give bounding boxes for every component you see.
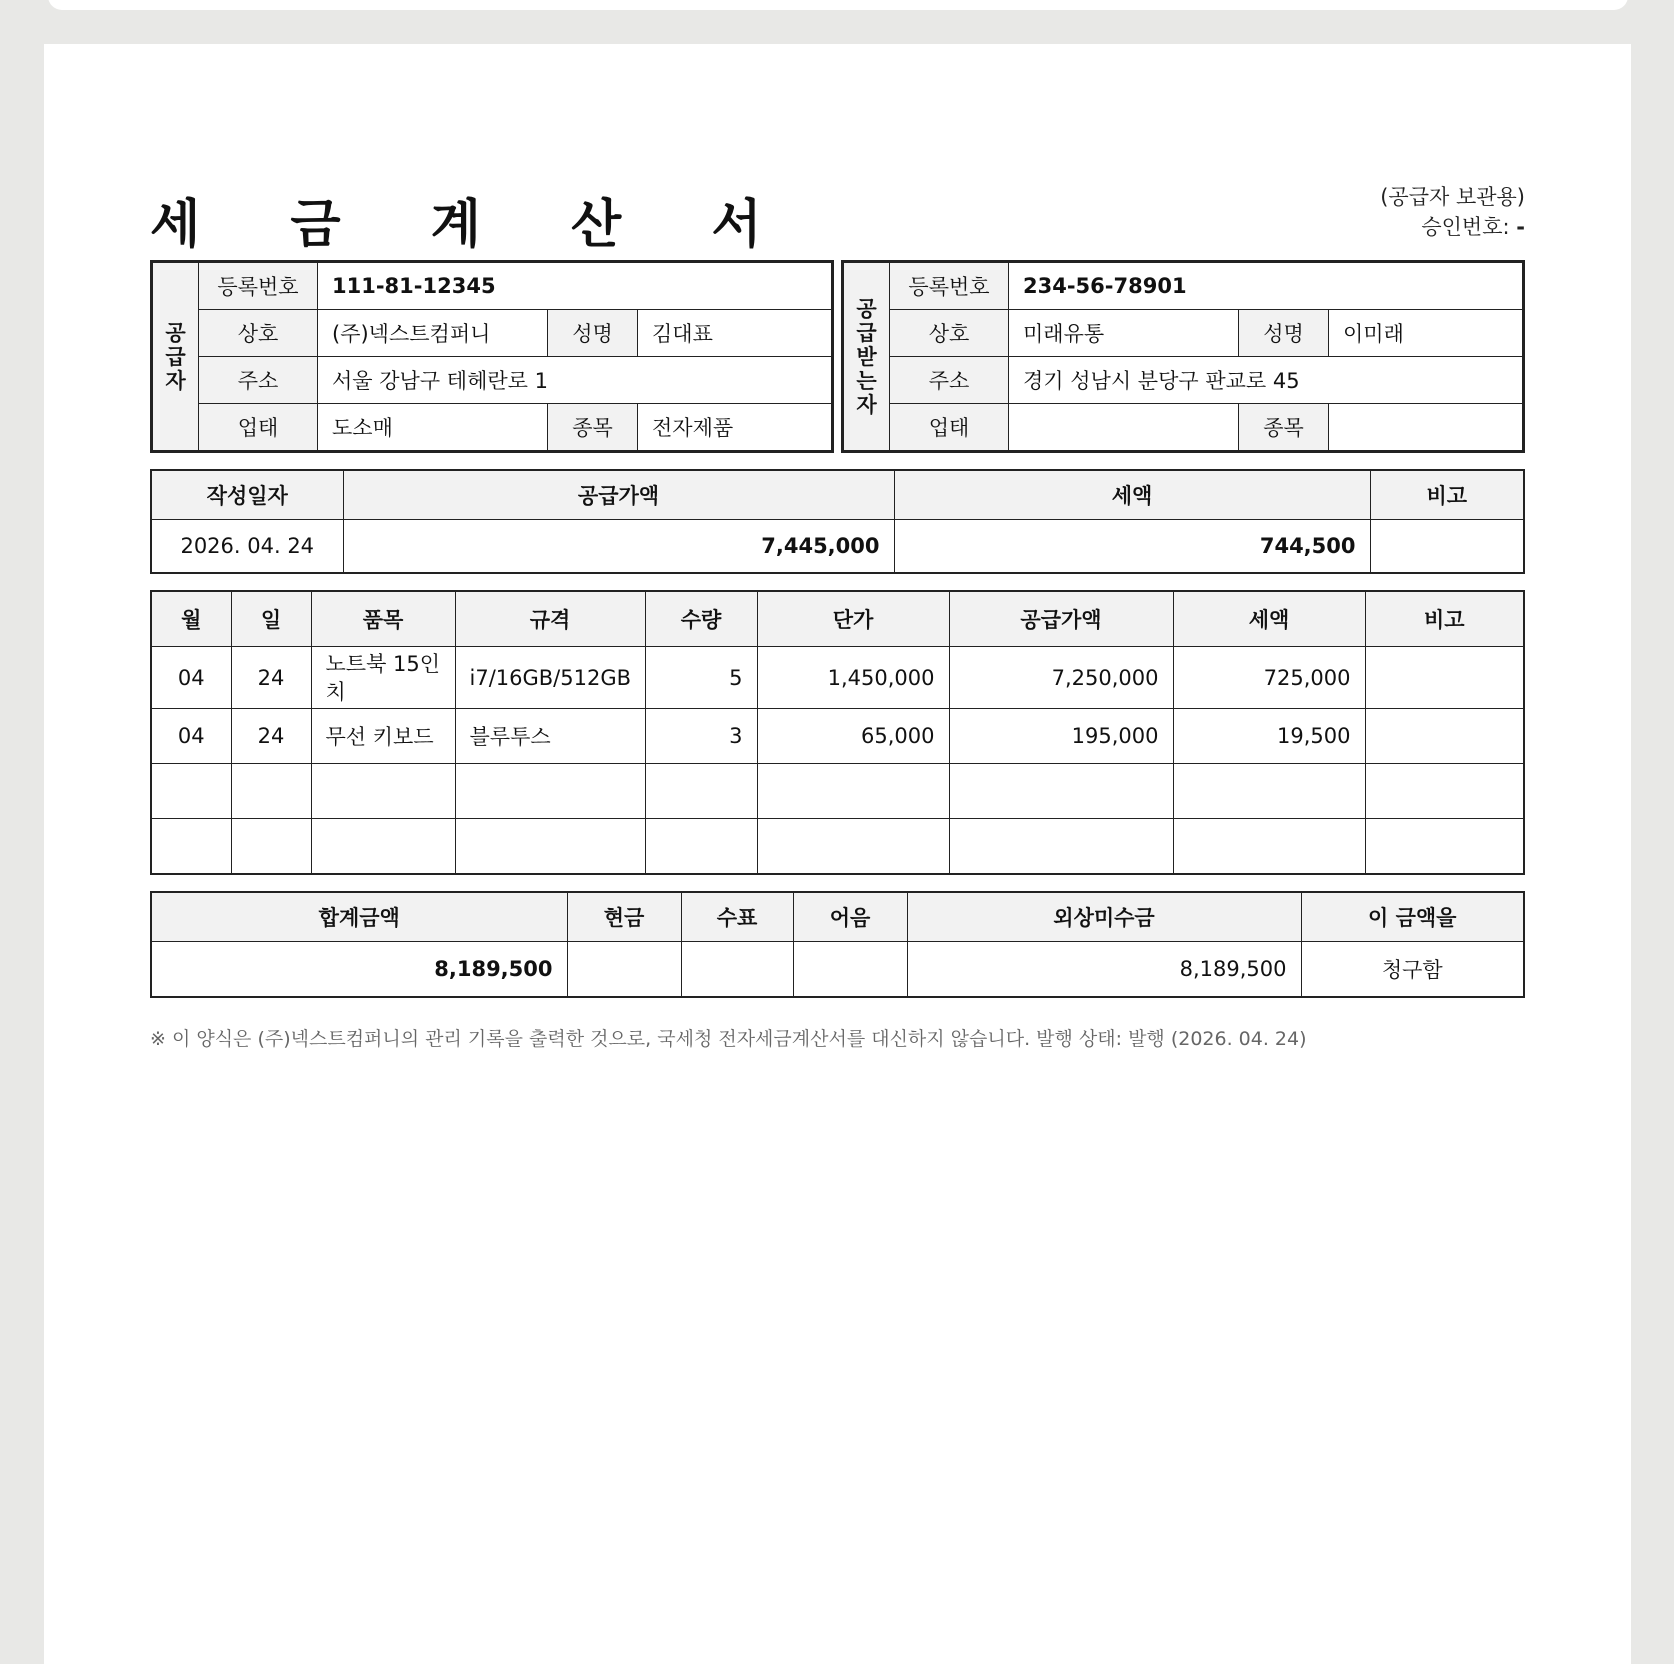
- item-note: [1365, 709, 1524, 764]
- summary-tax: 744,500: [894, 520, 1370, 574]
- item-tax: 19,500: [1173, 709, 1365, 764]
- items-header-note: 비고: [1365, 591, 1524, 647]
- summary-header-tax: 세액: [894, 470, 1370, 520]
- item-month: 04: [151, 709, 231, 764]
- receiver-name: 미래유통: [1009, 310, 1239, 357]
- table-row: [151, 819, 1524, 875]
- document-meta: [1380, 182, 1525, 242]
- receiver-address: 경기 성남시 분당구 판교로 45: [1009, 357, 1523, 404]
- item-unit-price: [757, 764, 949, 819]
- item-tax: [1173, 764, 1365, 819]
- item-spec: 블루투스: [455, 709, 645, 764]
- item-supply: [949, 819, 1173, 875]
- item-spec: [455, 764, 645, 819]
- copy-label: (공급자 보관용): [1380, 185, 1525, 209]
- item-product: 노트북 15인치: [311, 647, 455, 709]
- receiver-side-label: 공 급 받 는 자: [844, 263, 890, 451]
- items-header-supply: 공급가액: [949, 591, 1173, 647]
- approval-number: [1380, 212, 1525, 242]
- supplier-address: 서울 강남구 테헤란로 1: [318, 357, 832, 404]
- supplier-biz-label: 업태: [199, 404, 318, 451]
- summary-header-supply: 공급가액: [343, 470, 894, 520]
- parties-section: [150, 260, 1525, 453]
- item-unit-price: [757, 819, 949, 875]
- summary-supply: 7,445,000: [343, 520, 894, 574]
- items-header-spec: 규격: [455, 591, 645, 647]
- items-table: [150, 590, 1525, 875]
- totals-header-check: 수표: [681, 892, 793, 942]
- items-header-unit-price: 단가: [757, 591, 949, 647]
- receiver-ceo-label: 성명: [1239, 310, 1329, 357]
- item-supply: 195,000: [949, 709, 1173, 764]
- items-header-product: 품목: [311, 591, 455, 647]
- item-tax: 725,000: [1173, 647, 1365, 709]
- summary-header-note: 비고: [1370, 470, 1524, 520]
- item-spec: [455, 819, 645, 875]
- supplier-reg-number: 111-81-12345: [318, 263, 832, 310]
- supplier-addr-label: 주소: [199, 357, 318, 404]
- supplier-name: (주)넥스트컴퍼니: [318, 310, 548, 357]
- item-month: [151, 819, 231, 875]
- item-qty: 5: [645, 647, 757, 709]
- supplier-reg-label: 등록번호: [199, 263, 318, 310]
- totals-header-total: 합계금액: [151, 892, 567, 942]
- approval-label: 승인번호:: [1421, 215, 1510, 239]
- item-product: [311, 819, 455, 875]
- item-day: 24: [231, 709, 311, 764]
- item-note: [1365, 819, 1524, 875]
- items-header-day: 일: [231, 591, 311, 647]
- supplier-biz-type: 도소매: [318, 404, 548, 451]
- item-spec: i7/16GB/512GB: [455, 647, 645, 709]
- supplier-block: [150, 260, 834, 453]
- totals-bill: [793, 942, 907, 998]
- supplier-item-type: 전자제품: [638, 404, 832, 451]
- receiver-item-label: 종목: [1239, 404, 1329, 451]
- table-row: [151, 764, 1524, 819]
- totals-cash: [567, 942, 681, 998]
- supplier-side-label: 공 급 자: [153, 263, 199, 451]
- document-paper: [44, 44, 1631, 1664]
- receiver-addr-label: 주소: [890, 357, 1009, 404]
- totals-header-credit: 외상미수금: [907, 892, 1301, 942]
- summary-date: 2026. 04. 24: [151, 520, 343, 574]
- summary-header-date: 작성일자: [151, 470, 343, 520]
- totals-header-bill: 어음: [793, 892, 907, 942]
- document-header: [150, 140, 1525, 260]
- receiver-reg-label: 등록번호: [890, 263, 1009, 310]
- item-day: [231, 819, 311, 875]
- item-tax: [1173, 819, 1365, 875]
- item-unit-price: 65,000: [757, 709, 949, 764]
- item-product: 무선 키보드: [311, 709, 455, 764]
- item-qty: 3: [645, 709, 757, 764]
- totals-claim: 청구함: [1301, 942, 1524, 998]
- receiver-item-type: [1329, 404, 1523, 451]
- item-product: [311, 764, 455, 819]
- item-supply: 7,250,000: [949, 647, 1173, 709]
- supplier-name-label: 상호: [199, 310, 318, 357]
- receiver-block: [841, 260, 1525, 453]
- item-supply: [949, 764, 1173, 819]
- table-row: [151, 647, 1524, 709]
- items-header-tax: 세액: [1173, 591, 1365, 647]
- totals-check: [681, 942, 793, 998]
- item-month: [151, 764, 231, 819]
- tax-invoice: [150, 140, 1525, 1051]
- item-note: [1365, 647, 1524, 709]
- totals-header-claim: 이 금액을: [1301, 892, 1524, 942]
- document-title: 세 금 계 산 서: [150, 195, 798, 255]
- footnote: ※ 이 양식은 (주)넥스트컴퍼니의 관리 기록을 출력한 것으로, 국세청 전자세금계산서를 대신하지 않습니다. 발행 상태: 발행 (2026. 04. 24): [150, 1028, 1307, 1050]
- item-day: [231, 764, 311, 819]
- supplier-ceo: 김대표: [638, 310, 832, 357]
- items-header-month: 월: [151, 591, 231, 647]
- totals-header-cash: 현금: [567, 892, 681, 942]
- receiver-ceo: 이미래: [1329, 310, 1523, 357]
- receiver-biz-type: [1009, 404, 1239, 451]
- receiver-reg-number: 234-56-78901: [1009, 263, 1523, 310]
- totals-total: 8,189,500: [151, 942, 567, 998]
- items-header-qty: 수량: [645, 591, 757, 647]
- item-qty: [645, 764, 757, 819]
- item-note: [1365, 764, 1524, 819]
- supplier-item-label: 종목: [548, 404, 638, 451]
- receiver-name-label: 상호: [890, 310, 1009, 357]
- item-qty: [645, 819, 757, 875]
- supplier-ceo-label: 성명: [548, 310, 638, 357]
- items-header-row: [151, 591, 1524, 647]
- top-panel-edge: [48, 0, 1628, 10]
- totals-table: [150, 891, 1525, 998]
- table-row: [151, 709, 1524, 764]
- approval-value: -: [1516, 215, 1525, 239]
- summary-table: [150, 469, 1525, 574]
- item-month: 04: [151, 647, 231, 709]
- summary-note: [1370, 520, 1524, 574]
- receiver-biz-label: 업태: [890, 404, 1009, 451]
- item-unit-price: 1,450,000: [757, 647, 949, 709]
- totals-credit: 8,189,500: [907, 942, 1301, 998]
- item-day: 24: [231, 647, 311, 709]
